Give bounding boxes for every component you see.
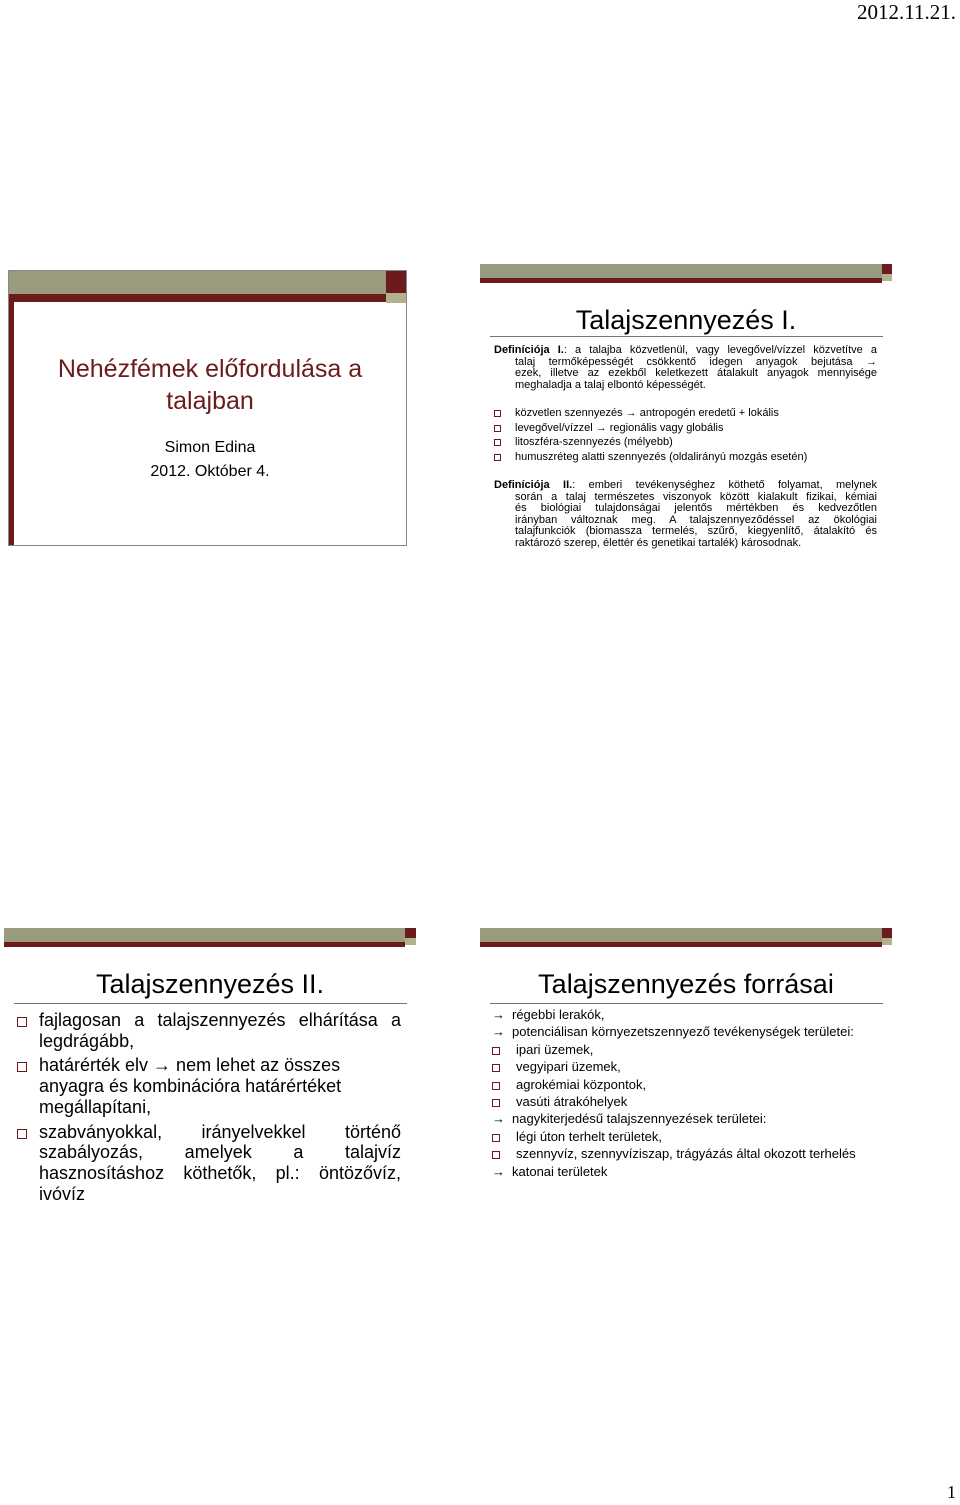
author: Simon Edina xyxy=(164,439,256,456)
presentation-date: 2012. Október 4. xyxy=(150,463,270,480)
slide-title: Talajszennyezés II. xyxy=(95,969,325,999)
title-divider xyxy=(490,336,883,337)
list-item: határérték elv → nem lehet az összes anyagra és kombinációra határértéket megállapítani, xyxy=(17,1055,401,1117)
square-bullet-icon xyxy=(492,1099,500,1107)
list-item: → katonai területek xyxy=(492,1163,608,1179)
slide-header-bar xyxy=(4,928,405,942)
list-item: levegővel/vízzel → regionális vagy globális xyxy=(494,421,877,436)
list-item: → potenciálisan környezetszennyező tevékenységek területei: xyxy=(492,1024,854,1040)
square-bullet-icon xyxy=(17,1017,27,1027)
list-item: ipari üzemek, xyxy=(492,1043,872,1057)
arrow-icon: → xyxy=(492,1007,505,1022)
list-item: vegyipari üzemek, xyxy=(492,1060,872,1074)
corner-square-light xyxy=(882,274,892,281)
square-bullet-icon xyxy=(494,439,501,446)
definition-text: : emberi tevékenységhez köthető folyamat, melynek xyxy=(572,479,877,491)
definition-text: és biológiai tulajdonságai jelentős mértékben és kedvezőtlen xyxy=(515,502,877,514)
definition-text: raktározó szerep, élettér és genetikai tartalék) károsodnak. xyxy=(515,536,802,549)
slide-accent-bar xyxy=(4,942,405,947)
slide-accent-bar xyxy=(9,294,386,302)
definition-text: talaj termőképességét csökkentő idegen anyagok bejutása → xyxy=(515,355,877,368)
list-item: → nagykiterjedésű talajszennyezések területei: xyxy=(492,1111,767,1127)
bullet-list xyxy=(17,1010,401,1208)
slide-title: Talajszennyezés I. xyxy=(575,305,797,335)
list-item: → régebbi lerakók, xyxy=(492,1007,605,1022)
square-bullet-icon xyxy=(492,1151,500,1159)
slide-title: Talajszennyezés forrásai xyxy=(538,969,834,999)
title-divider xyxy=(14,1003,407,1004)
corner-square xyxy=(882,264,892,274)
slide-header-bar xyxy=(480,264,882,278)
slide-title xyxy=(20,353,400,417)
square-bullet-icon xyxy=(17,1129,27,1139)
list-item: szabványokkal, irányelvekkel történő szabályozás, amelyek a talajvíz hasznosításhoz köthetők, pl.: öntözővíz, ivóvíz xyxy=(17,1122,401,1205)
square-bullet-icon xyxy=(492,1134,500,1142)
corner-square-light xyxy=(405,938,416,945)
corner-square-light xyxy=(386,293,406,303)
arrow-icon: → xyxy=(492,1163,505,1179)
list-item: vasúti átrakóhelyek xyxy=(492,1095,872,1109)
square-bullet-icon xyxy=(492,1082,500,1090)
list-item: fajlagosan a talajszennyezés elhárítása a legdrágább, xyxy=(17,1010,401,1051)
list-item: légi úton terhelt területek, xyxy=(492,1130,872,1144)
slide-accent-bar xyxy=(480,942,882,947)
definition-label: Definíciója I. xyxy=(494,344,564,356)
definition-text: során a talaj természetes viszonyok között kialakult fizikai, kémiai xyxy=(515,490,877,503)
arrow-icon: → xyxy=(492,1024,505,1040)
slide-side-bar xyxy=(9,302,14,545)
slide-accent-bar xyxy=(480,278,882,283)
corner-square xyxy=(386,271,406,293)
corner-square xyxy=(405,928,416,938)
slide-header-bar xyxy=(9,271,386,294)
square-bullet-icon xyxy=(492,1064,500,1072)
title-line: talajban xyxy=(166,387,254,415)
list-item: agrokémiai központok, xyxy=(492,1078,872,1092)
source-list xyxy=(492,1008,872,1182)
list-item: közvetlen szennyezés → antropogén eredetű + lokális xyxy=(494,406,877,421)
square-bullet-icon xyxy=(17,1062,27,1072)
arrow-icon: → xyxy=(492,1111,505,1127)
corner-square xyxy=(882,928,892,938)
definition-text: meghaladja a talaj elbontó képességét. xyxy=(515,378,706,391)
page-number: 1 xyxy=(947,1482,956,1502)
square-bullet-icon xyxy=(494,410,501,417)
corner-square-light xyxy=(882,938,892,945)
page-date: 2012.11.21. xyxy=(857,0,956,24)
title-line: Nehézfémek előfordulása a xyxy=(57,355,363,383)
list-item: szennyvíz, szennyvíziszap, trágyázás által okozott terhelés xyxy=(492,1147,872,1161)
definition-2 xyxy=(494,480,877,549)
definition-text: irányban változnak meg. A talajszennyeződéssel az ökológiai xyxy=(515,513,877,526)
bullet-list xyxy=(494,406,877,464)
definition-text: talajfunkciók (biomassza termelés, szűrő, kiegyenlítő, átalakító és xyxy=(515,525,877,537)
title-divider xyxy=(490,1003,883,1004)
square-bullet-icon xyxy=(492,1047,500,1055)
definition-text: ezek, illetve az ezekből keletkezett átalakult anyagok mennyisége xyxy=(515,367,877,379)
square-bullet-icon xyxy=(494,425,501,432)
slide-header-bar xyxy=(480,928,882,942)
square-bullet-icon xyxy=(494,454,501,461)
definition-label: Definíciója II. xyxy=(494,479,573,491)
list-item: humuszréteg alatti szennyezés (oldalirányú mozgás esetén) xyxy=(494,450,877,465)
list-item: litoszféra-szennyezés (mélyebb) xyxy=(494,435,877,450)
definition-1 xyxy=(494,345,877,391)
definition-text: : a talajba közvetlenül, vagy levegővel/vízzel közvetítve a xyxy=(563,344,877,356)
